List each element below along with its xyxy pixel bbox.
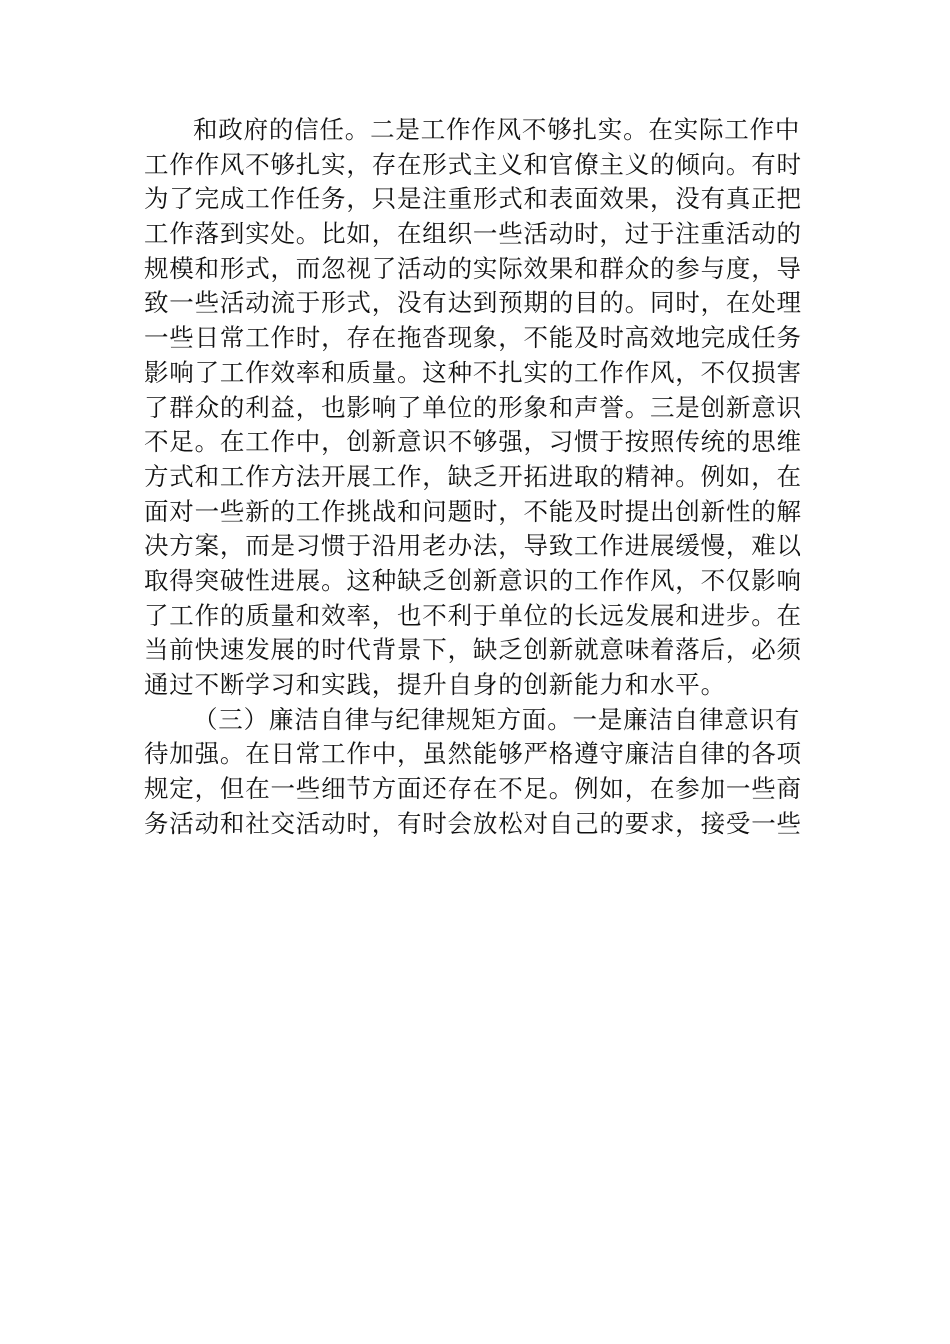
text-line: 面对一些新的工作挑战和问题时，不能及时提出创新性的解 [144, 496, 802, 526]
text-line: 工作作风不够扎实，存在形式主义和官僚主义的倾向。有时 [144, 149, 802, 179]
text-line: 方式和工作方法开展工作，缺乏开拓进取的精神。例如，在 [144, 461, 802, 491]
text-line: 取得突破性进展。这种缺乏创新意识的工作作风，不仅影响 [144, 565, 802, 595]
text-line: 务活动和社交活动时，有时会放松对自己的要求，接受一些 [144, 808, 802, 838]
text-line: 规模和形式，而忽视了活动的实际效果和群众的参与度，导 [144, 253, 802, 283]
text-line: 当前快速发展的时代背景下，缺乏创新就意味着落后，必须 [144, 635, 802, 665]
text-line: 通过不断学习和实践，提升自身的创新能力和水平。 [144, 670, 726, 699]
text-line: 决方案，而是习惯于沿用老办法，导致工作进展缓慢，难以 [144, 531, 802, 561]
text-line: 致一些活动流于形式，没有达到预期的目的。同时，在处理 [144, 288, 802, 318]
text-line: 和政府的信任。二是工作作风不够扎实。在实际工作中 [193, 115, 801, 144]
text-line: 一些日常工作时，存在拖沓现象，不能及时高效地完成任务 [144, 323, 802, 353]
text-line: 工作落到实处。比如，在组织一些活动时，过于注重活动的 [144, 219, 802, 249]
text-line: 了工作的质量和效率，也不利于单位的长远发展和进步。在 [144, 600, 802, 630]
text-line: 影响了工作效率和质量。这种不扎实的工作作风，不仅损害 [144, 357, 802, 387]
text-line: 为了完成工作任务，只是注重形式和表面效果，没有真正把 [144, 184, 802, 214]
body-text [144, 113, 808, 841]
text-line: 规定，但在一些细节方面还存在不足。例如，在参加一些商 [144, 774, 802, 804]
text-line: 了群众的利益，也影响了单位的形象和声誉。三是创新意识 [144, 392, 802, 422]
section-heading-line: （三）廉洁自律与纪律规矩方面。一是廉洁自律意识有 [193, 704, 801, 734]
text-line: 待加强。在日常工作中，虽然能够严格遵守廉洁自律的各项 [144, 739, 802, 769]
text-line: 不足。在工作中，创新意识不够强，习惯于按照传统的思维 [144, 427, 802, 457]
